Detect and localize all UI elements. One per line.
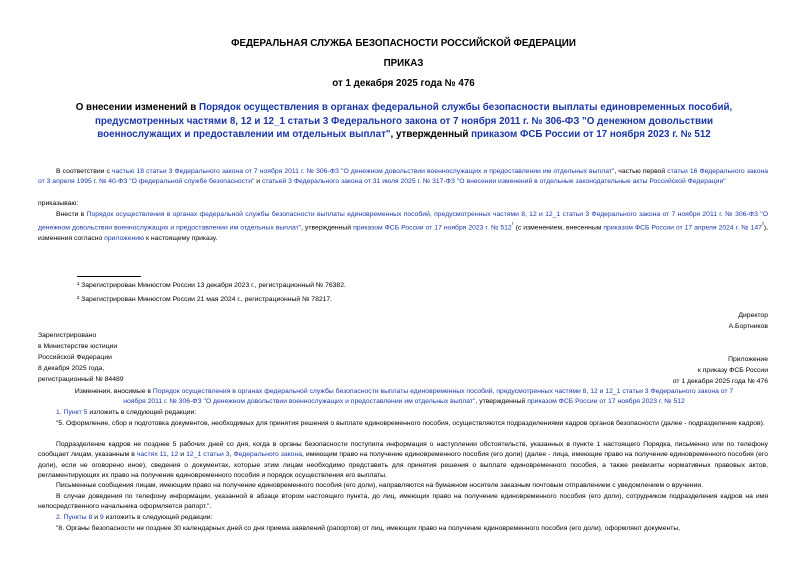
para-b-link-part-12[interactable]: 12 [170,451,179,459]
paragraph-5: "5. Оформление, сбор и подготовка документов, необходимых для принятия решения о выплате единовременного пособия, осуществляются подразделениями кадров органов безопасности (далее - подразделение кадров). [56,420,765,427]
item-2-mid: и [92,514,100,521]
registration-line-2: в Министерстве юстиции [38,343,118,350]
para-b-text-1: Подразделение кадров не позднее 5 рабочих дней со дня, когда в органы безопасности поступила информация о наступлении обстоятельств, указанных в пункте 1 настоящего Порядка, письменно или по телефону сообщает лицам, указанным в [38,441,768,459]
preamble-link-law-40[interactable]: статьи 16 Федерального закона от 3 апреля 1995 г. № 40-ФЗ "О федеральной службе безопасности" [38,168,769,186]
document-type: ПРИКАЗ [383,58,424,69]
item-2-link-8[interactable]: 2. Пункты 8 [56,514,93,521]
preamble-paragraph [38,167,768,188]
item-1-heading [56,408,196,418]
item-1-text: изложить в следующей редакции: [87,409,197,416]
title-middle: , утвержденный [390,129,472,141]
order-date-number: от 1 декабря 2025 года № 476 [332,78,475,89]
para-b-text-2: , [166,451,171,459]
order-item-order-147-link[interactable]: приказом ФСБ России от 17 апреля 2024 г. № 147 [603,224,762,232]
signature-name: А.Бортников [728,323,768,330]
footnote-1: ¹ Зарегистрирован Минюстом России 13 декабря 2023 г., регистрационный № 76382. [77,282,346,289]
footnote-ref-2[interactable]: ² [761,222,764,229]
appendix-title [70,387,738,408]
order-item-appendix-link[interactable]: приложению [104,235,145,243]
signature-position: Директор [738,312,768,319]
order-item-procedure-link[interactable]: Порядок осуществления в органах федеральной службы безопасности выплаты единовременных пособий, предусмотренных частями 8, 12 и 12_1 статьи 3 Федерального закона от 7 ноября 2011 г. № 306-ФЗ "О денежном довольствии военнослужащих и предоставлении им отдельных выплат" [38,211,768,232]
title-order-link[interactable]: приказом ФСБ России от 17 ноября 2023 г. № 512 [471,129,711,141]
para-b-link-federal-law[interactable]: Федерального закона [233,451,302,459]
appendix-label: Приложение [728,356,768,363]
item-2-text: изложить в следующей редакции: [103,514,213,521]
item-1-link[interactable]: 1. Пункт 5 [56,409,88,416]
footnote-separator [77,276,141,277]
item-2-heading [56,513,212,523]
paragraph-5-fourth: В случае доведения по телефону информации, указанной в абзаце втором настоящего пункта, до лиц, имеющих право на получение единовременного пособия (его доли), сотрудником подразделения кадров на имя непосредственного начальника оформляется рапорт.". [38,493,768,511]
item-2-link-9[interactable]: 9 [99,514,104,521]
preamble-text-3: и [254,178,262,186]
footnote-2: ² Зарегистрирован Минюстом России 21 мая 2024 г., регистрационный № 78217. [77,296,333,303]
appendix-title-text-2: , утвержденный [475,398,528,406]
para-b-text-3: и [178,451,187,459]
paragraph-8: "8. Органы безопасности не позднее 30 календарных дней со дня приема заявлений (рапортов) от лиц, имеющих право на получение единовременного пособия (его доли), оформляют документы, [56,525,681,532]
paragraph-5-third: Письменные сообщения лицам, имеющим право на получение единовременного пособия (его доли), направляются на бумажном носителе заказным почтовым отправлением с уведомлением о вручении. [56,482,704,489]
order-item-text-5: к настоящему приказу. [144,235,218,243]
appendix-date: от 1 декабря 2025 года № 476 [672,378,768,385]
title-prefix: О внесении изменений в [75,102,200,113]
para-b-link-part-12-1[interactable]: 12_1 статьи 3 [186,451,230,459]
title-procedure-link[interactable]: Порядок осуществления в органах федеральной службы безопасности выплаты единовременных пособий, предусмотренных частями 8, 12 и 12_1 статьи 3 Федерального закона от 7 ноября 2011 г. № 306-ФЗ "О денежном довольствии военнослужащих и предоставлении им отдельных выплат" [94,102,733,141]
para-b-text-5: , имеющим право на получение единовременного пособия (его доли) (далее - лица, имеющие право на получение единовременного пособия (его доли), если не оговорено иное), сведения о документах, которые этим лицам необходимо представить для принятия решения о выплате единовременного пособия, а также реквизиты нормативных правовых актов, регламентирующих их право на получение единовременного пособия и порядок осуществления его выплаты. [38,451,768,480]
order-title [60,101,748,142]
preamble-link-law-306[interactable]: частью 18 статьи 3 Федерального закона от 7 ноября 2011 г. № 306-ФЗ "О денежном довольствии военнослужащих и предоставлении им отдельных выплат" [111,168,615,175]
order-item-order-512-link[interactable]: приказом ФСБ России от 17 ноября 2023 г. № 512 [353,224,512,232]
appendix-title-order-link[interactable]: приказом ФСБ России от 17 ноября 2023 г. № 512 [527,398,685,406]
appendix-title-procedure-link[interactable]: Порядок осуществления в органах федеральной службы безопасности выплаты единовременных пособий, предусмотренных частями 8, 12 и 12_1 статьи 3 Федерального закона от 7 ноября 2011 г. № 306-ФЗ "О денежном довольствии военнослужащих и предоставлении им отдельных выплат" [123,388,734,406]
order-item-text-2: , утвержденный [301,224,354,232]
appendix-to-order: к приказу ФСБ России [697,367,768,374]
preamble-text-1: В соответствии с [56,168,112,175]
registration-line-4: 8 декабря 2025 года, [38,365,105,372]
registration-line-1: Зарегистрировано [38,332,97,339]
order-item-text-3: (с изменением, внесенным [513,224,604,232]
appendix-title-text-1: Изменения, вносимые в [74,388,153,395]
para-b-text-4: , [229,451,234,459]
preamble-text-2: , частью первой [614,168,668,175]
order-item-text-4: ), изменения согласно [38,224,768,243]
agency-name: ФЕДЕРАЛЬНАЯ СЛУЖБА БЕЗОПАСНОСТИ РОССИЙСКОЙ ФЕДЕРАЦИИ [231,38,576,49]
registration-line-3: Российской Федерации [38,354,112,361]
order-item-text-1: Внести в [56,211,87,218]
order-word: приказываю: [38,200,79,207]
order-item-paragraph [38,210,768,244]
para-b-link-part-11[interactable]: частях 11 [136,451,167,459]
paragraph-5-second [38,440,768,482]
registration-line-5: регистрационный № 84489 [38,376,124,383]
preamble-link-law-317[interactable]: статьей 3 Федерального закона от 31 июля 2025 г. № 317-ФЗ "О внесении изменений в отдельные законодательные акты Российской Федерации" [261,178,726,186]
footnote-ref-1[interactable]: ¹ [511,222,514,229]
